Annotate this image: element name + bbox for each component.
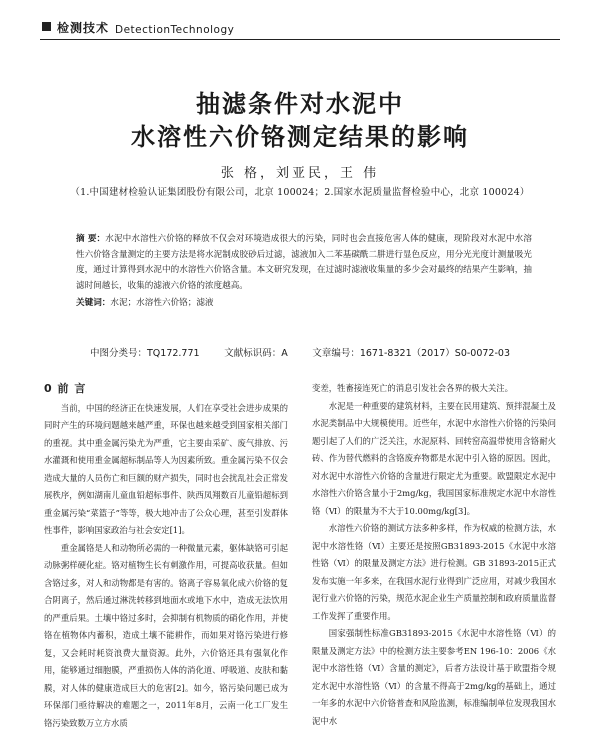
body-paragraph: 重金属铬是人和动物所必需的一种微量元素，躯体缺铬可引起动脉粥样硬化症。铬对植物生长有刺激作用，可提高收获量。但如含铬过多，对人和动物都是有害的。铬离子容易氧化成六价铬的复合阴离子，然后通过淋洗转移到地面水或地下水中，造成无法饮用的严重后果。土壤中铬过多时，会抑制有机物质的硝化作用，并使铬在植物体内蓄积，造成土壤不能耕作，而如果对铬污染进行修复，又会耗时耗资浪费大量资源。此外，六价铬还具有强氧化作用，能够通过细胞膜，严重损伤人体的消化道、呼吸道、皮肤和黏膜，对人体的健康造成巨大的危害[2]。如今，铬污染问题已成为环保部门亟待解决的难题之一，2011年8月，云南一化工厂发生铬污染致数万立方水质 — [44, 540, 288, 732]
section-number: 0 — [44, 382, 53, 395]
abstract-text: 水泥中水溶性六价铬的释放不仅会对环境造成很大的污染，同时也会直接危害人体的健康，现阶段对水泥中水溶性六价铬含量测定的主要方法是将水泥制成胶砂后过滤，滤液加入二苯基碳酰二肼进行显色反应，用分光光度计测量吸光度，通过计算得到水泥中的水溶性六价铬含量。本文研究发现，在过滤时滤液收集量的多少会对最终的结果产生影响，抽滤时间越长，收集的滤液六价铬的浓度越高。 — [76, 234, 532, 291]
section-title: 前 言 — [58, 382, 87, 395]
header-section-en: DetectionTechnology — [115, 24, 234, 36]
running-header — [40, 12, 560, 40]
title-line-1: 抽滤条件对水泥中 — [0, 84, 600, 119]
section-marker-square — [42, 22, 51, 31]
header-section-cn: 检测技术 — [57, 19, 109, 36]
clc-number: 中图分类号：TQ172.771 — [90, 345, 200, 359]
title-line-2: 水溶性六价铬测定结果的影响 — [0, 117, 600, 152]
document-code: 文献标识码：A — [224, 345, 288, 359]
body-paragraph: 当前，中国的经济正在快速发展，人们在享受社会进步成果的同时产生的环境问题越来越严重，环保也越来越受到国家相关部门的重视。其中重金属污染尤为严重，它主要由采矿、废气排放、污水灌溉和使用重金属超标制品等人为因素所致。重金属污染不仅会造成大量的人员伤亡和巨额的财产损失，同时也会扰乱社会正常发展秩序，例如湖南儿童血铅超标事件、陕西凤翔数百儿童铅超标到重金属污染“菜篮子”等等，极大地冲击了公众心理，甚至引发群体性事件，影响国家政治与社会安定[1]。 — [44, 400, 288, 540]
classification-row — [90, 345, 510, 359]
body-paragraph: 国家强制性标准GB31893-2015《水泥中水溶性铬（Ⅵ）的限量及测定方法》中的检测方法主要参考EN 196-10：2006《水泥中水溶性铬（Ⅵ）含量的测定》，后者方法设计基于欧盟指令规定水泥中水溶性铬（Ⅵ）的含量不得高于2mg/kg的基础上，通过一年多的水泥中六价铬普查和风险监测，标准编制单位发现我国水泥中水 — [312, 625, 556, 730]
body-paragraph: 水溶性六价铬的测试方法多种多样，作为权威的检测方法，水泥中水溶性铬（Ⅵ）主要还是按照GB31893-2015《水泥中水溶性铬（Ⅵ）的限量及测定方法》进行检测。GB 31893-2015正式发布实施一年多来，在我国水泥行业得到广泛应用，对减少我国水泥行业六价铬的污染，规范水泥企业生产质量控制和政府质量监督工作发挥了重要作用。 — [312, 520, 556, 625]
abstract-label: 摘 要： — [76, 234, 105, 244]
article-number: 文章编号：1671-8321（2017）S0-0072-03 — [312, 345, 510, 359]
author-list: 张 格，刘亚民，王 伟 — [0, 162, 600, 181]
abstract — [76, 232, 532, 294]
affiliations: （1.中国建材检验认证集团股份有限公司，北京 100024；2.国家水泥质量监督检验中心，北京 100024） — [0, 184, 600, 198]
keywords-label: 关键词： — [76, 298, 110, 308]
keywords — [76, 296, 532, 308]
section-heading — [44, 380, 288, 398]
body-paragraph: 变差，牲畜接连死亡的消息引发社会各界的极大关注。 — [312, 380, 556, 398]
left-column — [44, 380, 288, 732]
right-column — [312, 380, 556, 730]
keywords-text: 水泥；水溶性六价铬；滤液 — [110, 298, 213, 308]
body-paragraph: 水泥是一种重要的建筑材料，主要在民用建筑、预拌混凝土及水泥类制品中大规模使用。近些年，水泥中水溶性六价铬的污染问题引起了人们的广泛关注，水泥原料、回转窑高温带使用含铬耐火砖、作为替代燃料的含铬废弃物都是水泥中引入铬的原因。因此，对水泥中水溶性六价铬的含量进行限定尤为重要。欧盟限定水泥中水溶性六价铬含量小于2mg/kg，我国国家标准规定水泥中水溶性铬（Ⅵ）的限量为不大于10.00mg/kg[3]。 — [312, 398, 556, 521]
